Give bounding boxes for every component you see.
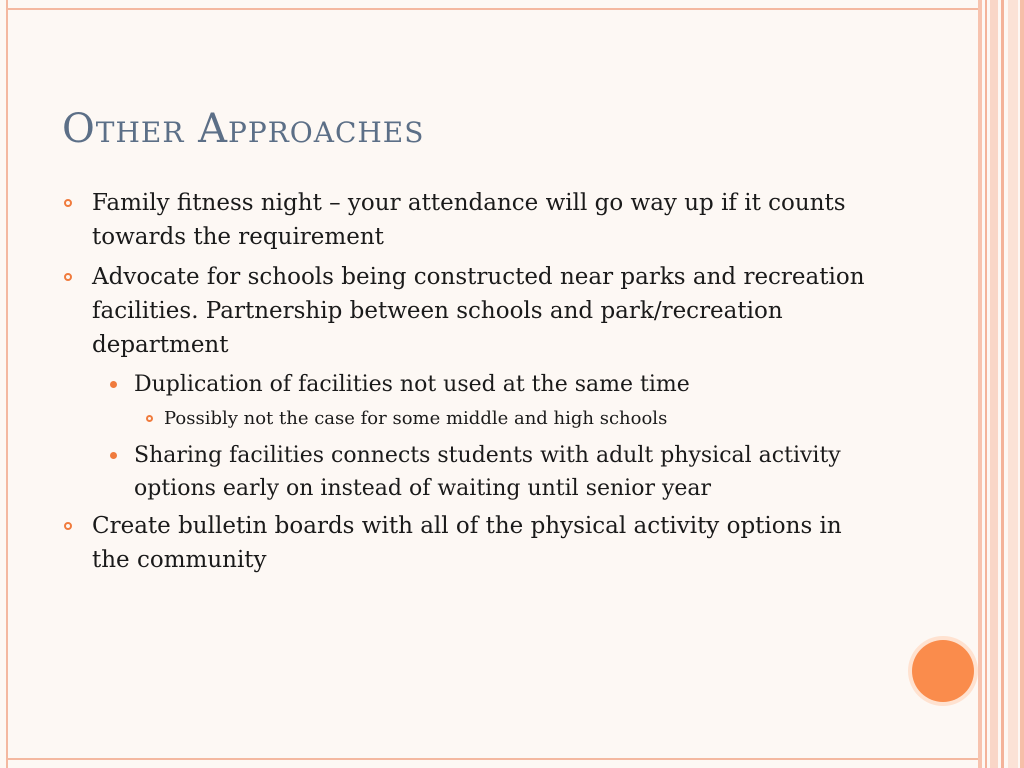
decorative-stripe [1008, 0, 1018, 768]
decorative-stripe [985, 0, 987, 768]
sub-bullet-item [60, 368, 880, 401]
decorative-stripe [990, 0, 998, 768]
sub-sub-bullet-item [60, 405, 880, 433]
decorative-circle [912, 640, 974, 702]
sub-bullet-text: Sharing facilities connects students with adult physical activity options early on instead of waiting until senior year [134, 443, 841, 501]
bullet-item [60, 509, 880, 577]
bullet-text: Family fitness night – your attendance will go way up if it counts towards the requirement [92, 190, 846, 250]
decorative-stripe [1020, 0, 1024, 768]
slide-title: Other Approaches [62, 106, 425, 152]
dot-bullet-icon [110, 381, 117, 388]
bullet-text: Create bulletin boards with all of the physical activity options in the community [92, 513, 842, 573]
bullet-item [60, 186, 880, 254]
slide-border-bottom [6, 758, 982, 760]
slide-content [60, 186, 880, 583]
sub-bullet-item [60, 439, 880, 505]
slide-border-top [6, 8, 982, 10]
dot-bullet-icon [110, 452, 117, 459]
decorative-stripe [1001, 0, 1004, 768]
ring-bullet-icon [64, 522, 72, 530]
ring-bullet-icon [64, 273, 72, 281]
sub-bullet-text: Duplication of facilities not used at the same time [134, 372, 690, 397]
bullet-item [60, 260, 880, 362]
bullet-text: Advocate for schools being constructed near parks and recreation facilities. Partnership between schools and park/recreation department [92, 264, 865, 358]
ring-bullet-icon [146, 415, 153, 422]
ring-bullet-icon [64, 199, 72, 207]
sub-sub-bullet-text: Possibly not the case for some middle and high schools [164, 408, 668, 429]
decorative-stripe [978, 0, 982, 768]
